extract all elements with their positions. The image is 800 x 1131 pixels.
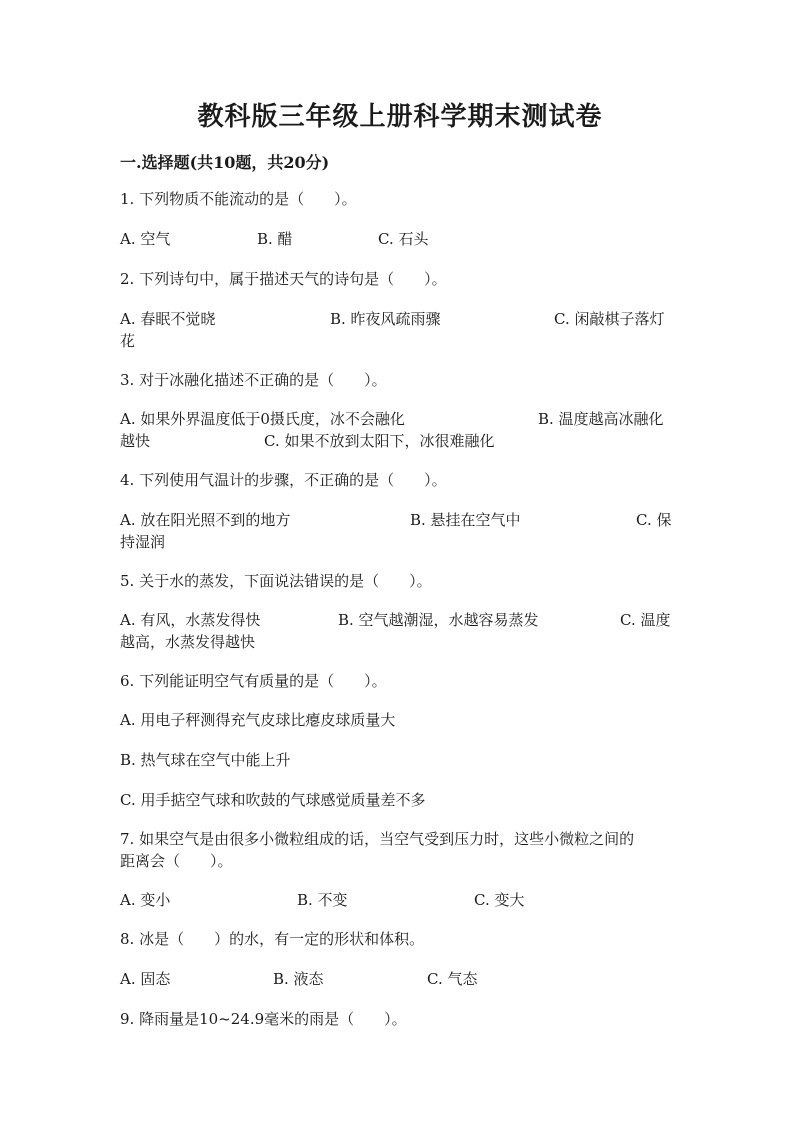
question-3-stem: 3. 对于冰融化描述不正确的是（ ）。 — [120, 371, 387, 389]
question-6-option-b: B. 热气球在空气中能上升 — [120, 751, 291, 769]
question-7-option-b: B. 不变 — [297, 891, 348, 909]
question-4-option-c: C. 保 — [636, 511, 672, 529]
question-3-options — [120, 408, 680, 428]
question-4-option-a: A. 放在阳光照不到的地方 — [120, 511, 291, 529]
question-6-stem: 6. 下列能证明空气有质量的是（ ）。 — [120, 672, 387, 690]
question-9-stem: 9. 降雨量是10~24.9毫米的雨是（ ）。 — [120, 1010, 407, 1028]
question-8-option-c: C. 气态 — [427, 970, 478, 988]
question-4-option-b: B. 悬挂在空气中 — [410, 511, 521, 529]
section-heading: 一.选择题(共10题，共20分) — [120, 153, 330, 172]
question-3-options-continued — [120, 430, 680, 450]
question-7-stem: 7. 如果空气是由很多小微粒组成的话，当空气受到压力时，这些小微粒之间的 — [120, 830, 635, 848]
question-2-option-c-continued: 花 — [120, 332, 136, 350]
question-5-stem: 5. 关于水的蒸发，下面说法错误的是（ ）。 — [120, 572, 432, 590]
question-1-stem: 1. 下列物质不能流动的是（ ）。 — [120, 190, 357, 208]
question-8-stem: 8. 冰是（ ）的水，有一定的形状和体积。 — [120, 930, 425, 948]
question-5-option-b: B. 空气越潮湿，水越容易蒸发 — [338, 611, 539, 629]
question-8-option-b: B. 液态 — [273, 970, 324, 988]
question-4-option-c-continued: 持湿润 — [120, 533, 166, 551]
question-1-option-a: A. 空气 — [120, 230, 171, 248]
question-3-option-c: C. 如果不放到太阳下，冰很难融化 — [264, 432, 495, 450]
question-6-option-a: A. 用电子秤测得充气皮球比瘪皮球质量大 — [120, 711, 396, 729]
question-3-option-a: A. 如果外界温度低于0摄氏度，冰不会融化 — [120, 410, 405, 428]
question-5-option-a: A. 有风，水蒸发得快 — [120, 611, 261, 629]
question-3-option-b-continued: 越快 — [120, 432, 151, 450]
question-5-options — [120, 609, 680, 629]
question-5-option-c: C. 温度 — [620, 611, 671, 629]
question-7-options — [120, 889, 680, 909]
question-2-option-c: C. 闲敲棋子落灯 — [554, 310, 665, 328]
question-4-options — [120, 509, 680, 529]
question-1-option-b: B. 醋 — [257, 230, 293, 248]
page-title: 教科版三年级上册科学期末测试卷 — [197, 102, 603, 132]
question-7-stem-continued: 距离会（ ）。 — [120, 852, 233, 870]
question-2-option-b: B. 昨夜风疏雨骤 — [330, 310, 441, 328]
question-7-option-a: A. 变小 — [120, 891, 171, 909]
question-2-option-a: A. 春眠不觉晓 — [120, 310, 216, 328]
question-5-option-c-continued: 越高，水蒸发得越快 — [120, 633, 256, 651]
question-8-option-a: A. 固态 — [120, 970, 171, 988]
question-1-option-c: C. 石头 — [378, 230, 429, 248]
question-6-option-c: C. 用手掂空气球和吹鼓的气球感觉质量差不多 — [120, 791, 426, 809]
question-7-option-c: C. 变大 — [474, 891, 525, 909]
question-2-options — [120, 308, 680, 328]
question-1-options — [120, 228, 680, 248]
question-4-stem: 4. 下列使用气温计的步骤，不正确的是（ ）。 — [120, 471, 447, 489]
question-2-stem: 2. 下列诗句中，属于描述天气的诗句是（ ）。 — [120, 270, 447, 288]
question-3-option-b: B. 温度越高冰融化 — [538, 410, 664, 428]
question-8-options — [120, 968, 680, 988]
